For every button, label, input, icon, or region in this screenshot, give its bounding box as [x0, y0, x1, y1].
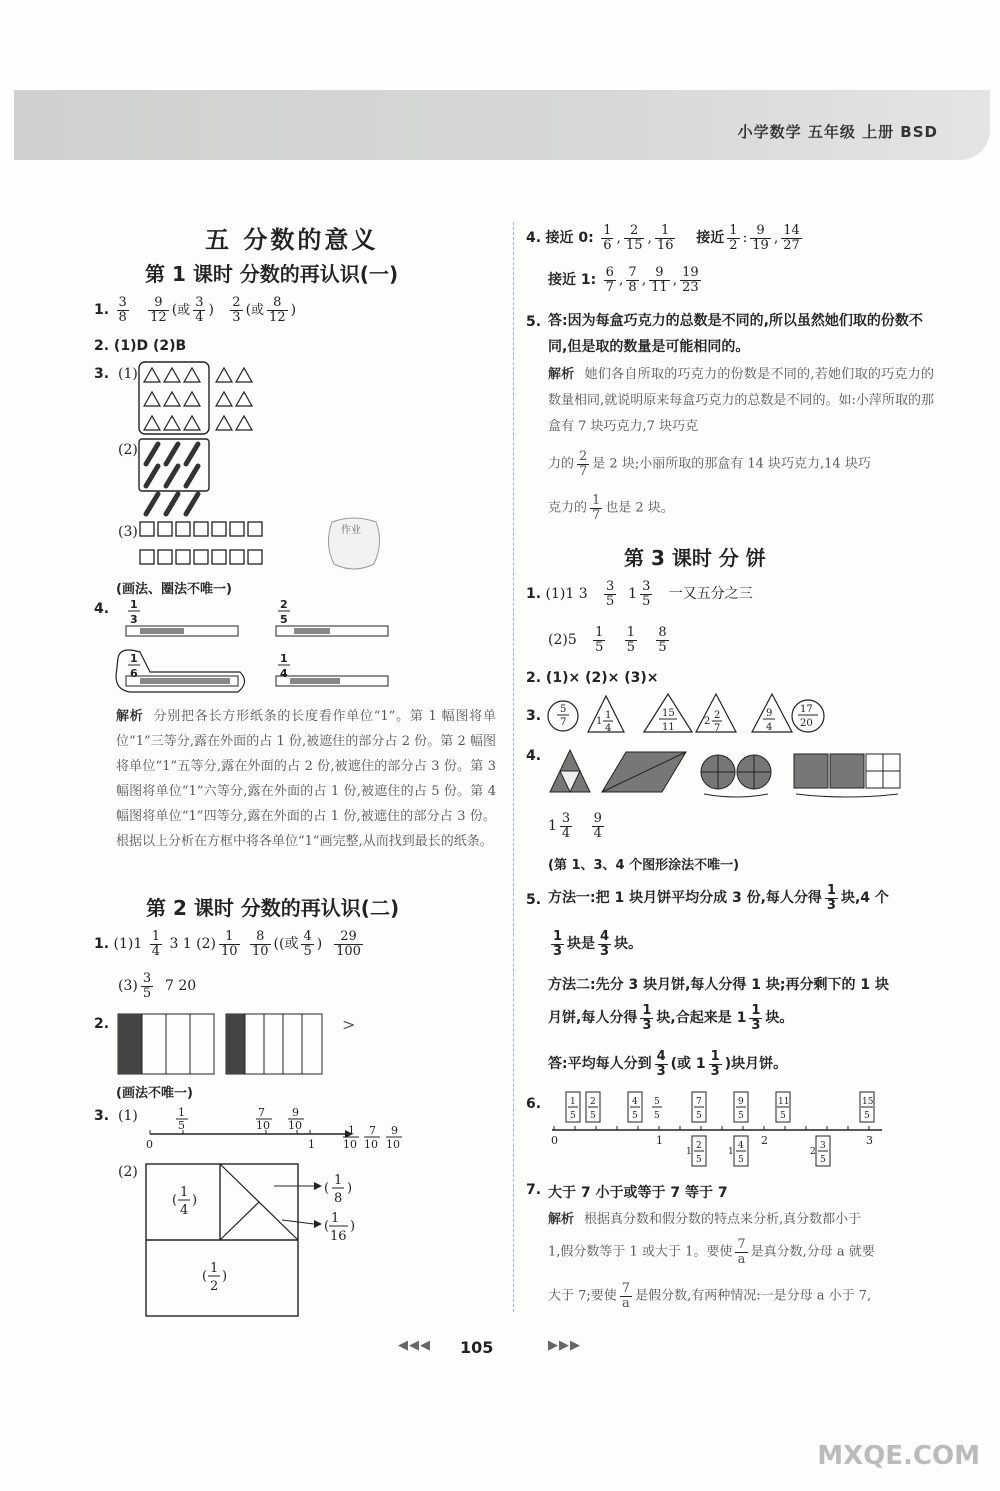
svg-text:1: 1	[331, 1211, 340, 1226]
svg-text:5: 5	[780, 1111, 786, 1121]
svg-text:1: 1	[728, 1147, 734, 1157]
svg-text:4: 4	[605, 723, 612, 734]
r-q5-analysis-3: 克力的 $\frac{1}{7}$ 也是 2 块。	[548, 493, 674, 523]
svg-text:2: 2	[696, 1141, 702, 1151]
svg-text:5: 5	[864, 1111, 870, 1121]
svg-text:5: 5	[654, 1097, 660, 1107]
svg-text:1: 1	[130, 652, 138, 665]
r-q4-line2: 接近 1: $\frac{6}{7}$ , $\frac{7}{8}$ , $\frac{9}{11}$ , $\frac{19}{23}$	[548, 265, 699, 295]
svg-text:): )	[347, 1181, 353, 1196]
l2-q3-num: 3.	[94, 1108, 110, 1124]
squares-figure	[138, 518, 268, 570]
svg-text:2: 2	[714, 710, 721, 721]
number-line-1	[140, 1104, 410, 1154]
svg-text:5: 5	[820, 1155, 826, 1165]
l3-q5-answer: 答:平均每人分到 $\frac{4}{3}$ (或 1 $\frac{1}{3}$ )块月饼。	[548, 1049, 788, 1079]
unit-title: 五 分数的意义	[205, 226, 379, 254]
svg-text:15: 15	[662, 708, 675, 719]
svg-text:6: 6	[130, 667, 138, 680]
svg-text:4: 4	[632, 1097, 638, 1107]
number-line-2	[544, 1088, 890, 1172]
l2-q3-p2: (2)	[118, 1164, 138, 1180]
shaded-shapes-figure	[546, 744, 916, 804]
svg-text:5: 5	[570, 1111, 576, 1121]
l2-q2-num: 2.	[94, 1016, 110, 1032]
svg-text:1: 1	[178, 1106, 185, 1119]
column-divider	[513, 222, 514, 1312]
header-text: 小学数学 五年级 上册 BSD	[737, 123, 938, 141]
lesson-2-title: 第 2 课时 分数的再认识(二)	[146, 896, 400, 920]
svg-text:11: 11	[662, 722, 675, 733]
l2-q3-p1: (1)	[118, 1108, 138, 1124]
svg-text:(: (	[172, 1193, 178, 1208]
svg-text:10: 10	[288, 1119, 302, 1132]
r-q4-line1: 4. 接近 0: $\frac{1}{6}$ , $\frac{2}{15}$ , $\frac{1}{16}$ 接近 $\frac{1}{2}$ : $\frac{9}{19}$ , $\frac{14}{27}$	[526, 223, 800, 253]
svg-text:1: 1	[596, 716, 603, 727]
svg-text:1: 1	[605, 710, 612, 721]
svg-text:5: 5	[738, 1111, 744, 1121]
svg-text:17: 17	[800, 704, 813, 715]
l3-q5-m1: 方法一:把 1 块月饼平均分成 3 份,每人分得 $\frac{1}{3}$ 块,4 个	[548, 883, 889, 913]
shapes-fractions-figure	[546, 692, 836, 736]
svg-text:20: 20	[800, 718, 813, 729]
svg-text:5: 5	[696, 1111, 702, 1121]
lesson-1-title: 第 1 课时 分数的再认识(一)	[145, 262, 399, 286]
l2-q1-p3: (3) $\frac{3}{5}$ 7 20	[118, 971, 197, 1001]
svg-text:3: 3	[866, 1134, 873, 1147]
l1-q3-p3: (3)	[118, 524, 138, 540]
svg-text:0: 0	[551, 1134, 558, 1147]
l3-q7-answer: 大于 7 小于或等于 7 等于 7	[548, 1185, 728, 1201]
l3-q2: 2. (1)× (2)× (3)×	[526, 670, 659, 686]
svg-text:7: 7	[258, 1106, 265, 1119]
l3-q5-m2-cont: 月饼,每人分得 $\frac{1}{3}$ 块,合起来是 1 $\frac{1}{3}$ 块。	[548, 1003, 794, 1033]
svg-text:5: 5	[654, 1111, 660, 1121]
svg-text:5: 5	[560, 704, 567, 715]
l3-q7-num: 7.	[526, 1182, 542, 1198]
l1-q2: 2. (1)D (2)B	[94, 338, 187, 354]
l3-q4-values: 1 $\frac{3}{4}$ $\frac{9}{4}$	[548, 811, 602, 841]
svg-text:16: 16	[330, 1229, 347, 1244]
svg-text:4: 4	[280, 667, 288, 680]
svg-text:7: 7	[714, 723, 721, 734]
page-number: 105	[460, 1338, 494, 1357]
square-division-figure	[142, 1162, 372, 1322]
svg-text:3: 3	[130, 613, 138, 626]
svg-text:(: (	[324, 1219, 330, 1234]
svg-text:4: 4	[180, 1203, 189, 1218]
triangles-figure	[136, 360, 261, 436]
svg-text:9: 9	[292, 1106, 299, 1119]
svg-text:2: 2	[590, 1097, 596, 1107]
l3-q5-m2: 方法二:先分 3 块月饼,每人分得 1 块;再分剩下的 1 块	[548, 977, 889, 993]
svg-text:1: 1	[656, 1134, 663, 1147]
svg-text:11: 11	[778, 1097, 790, 1107]
l3-q5-num: 5.	[526, 892, 542, 908]
r-q5-analysis: 解析 她们各自所取的巧克力的份数是不同的,若她们取的巧克力的数量相同,就说明原来每盒巧克力的总数是不同的。如:小萍所取的那盒有 7 块巧克力,7 块巧克	[548, 367, 934, 434]
svg-text:10: 10	[256, 1119, 270, 1132]
svg-text:1: 1	[180, 1185, 189, 1200]
svg-text:5: 5	[696, 1155, 702, 1165]
r-q5-analysis-2: 力的 $\frac{2}{7}$ 是 2 块;小丽所取的那盒有 14 块巧克力,14 块巧	[548, 449, 871, 479]
svg-text:9: 9	[738, 1097, 744, 1107]
svg-text:5: 5	[590, 1111, 596, 1121]
l2-q1: 1. (1)1 $\frac{1}{4}$ 3 1 (2) $\frac{1}{10}$ $\frac{8}{10}$ ((或 $\frac{4}{5}$ ) $\frac{29}{100}$	[94, 929, 361, 959]
svg-text:4: 4	[738, 1141, 744, 1151]
prev-arrows-icon: ◀◀◀	[398, 1338, 431, 1353]
l3-q7-analysis-1: 解析 根据真分数和假分数的特点来分析,真分数都小于	[548, 1212, 862, 1227]
l3-q1-2: (2)5 $\frac{1}{5}$ $\frac{1}{5}$ $\frac{8}{5}$	[548, 625, 667, 655]
next-arrows-icon: ▶▶▶	[548, 1338, 581, 1353]
svg-text:3: 3	[820, 1141, 826, 1151]
svg-text:4: 4	[766, 722, 773, 733]
sticks-figure	[136, 436, 216, 518]
svg-text:1: 1	[686, 1147, 692, 1157]
svg-text:10: 10	[386, 1138, 400, 1151]
r-q5-answer: 答:因为每盒巧克力的总数是不同的,所以虽然她们取的份数不同,但是取的数量是可能相同的。	[548, 313, 923, 355]
svg-text:): )	[222, 1269, 228, 1284]
l1-q1: 1. $\frac{3}{8}$ $\frac{9}{12}$ (或 $\frac{3}{4}$ ) $\frac{2}{3}$ (或 $\frac{8}{12}$ )	[94, 295, 297, 325]
l1-q3-p1: (1)	[118, 366, 138, 382]
stamp-text: 作业	[341, 525, 361, 536]
bar-shading-figure	[116, 1012, 366, 1078]
svg-text:(: (	[202, 1269, 208, 1284]
l1-q3-p2: (2)	[118, 442, 138, 458]
l3-q7-analysis-2: 1,假分数等于 1 或大于 1。要使 $\frac{7}{a}$ 是真分数,分母 a 就要	[548, 1237, 875, 1267]
lesson-3-title: 第 3 课时 分 饼	[624, 546, 766, 570]
strips-figure	[110, 596, 400, 700]
svg-text:2: 2	[280, 598, 288, 611]
svg-text:10: 10	[343, 1138, 357, 1151]
l1-q3-note: (画法、圈法不唯一)	[116, 582, 232, 597]
svg-text:5: 5	[738, 1155, 744, 1165]
l3-q4-note: (第 1、3、4 个图形涂法不唯一)	[548, 858, 740, 873]
svg-text:(: (	[324, 1181, 330, 1196]
svg-text:): )	[350, 1219, 356, 1234]
svg-text:5: 5	[632, 1111, 638, 1121]
svg-text:1: 1	[308, 1138, 315, 1151]
l1-q4-analysis: 解析 分别把各长方形纸条的长度看作单位“1”。第 1 幅图将单位“1”三等分,露在外面的占 1 份,被遮住的部分占 2 份。第 2 幅图将单位“1”五等分,露在外面的占 2 份,被遮住的部分占 3 份。第 3 幅图将单位“1”六等分,露在外面的占 1 份,被遮住的占 5 份。第 4 幅图将单位“1”四等分,露在外面的占 1 份,被遮住的部分占 3 份。根据以上分析在方框中将各单位“1”画完整,从而找到最长的纸条。	[116, 709, 496, 849]
l3-q7-analysis-3: 大于 7;要使 $\frac{7}{a}$ 是假分数,有两种情况:一是分母 a 小于 7,	[548, 1281, 872, 1311]
svg-text:5: 5	[280, 613, 288, 626]
l1-q4-num: 4.	[94, 601, 110, 617]
svg-text:2: 2	[210, 1279, 219, 1294]
svg-text:2: 2	[704, 716, 711, 727]
svg-text:9: 9	[391, 1124, 398, 1137]
svg-text:7: 7	[560, 717, 567, 728]
svg-text:1: 1	[210, 1261, 219, 1276]
svg-text:0: 0	[146, 1138, 153, 1151]
l3-q3-num: 3.	[526, 708, 542, 724]
r-q5-num: 5.	[526, 314, 542, 330]
svg-text:10: 10	[364, 1138, 378, 1151]
svg-text:1: 1	[334, 1173, 343, 1188]
svg-text:7: 7	[369, 1124, 376, 1137]
svg-text:): )	[192, 1193, 198, 1208]
svg-text:9: 9	[766, 708, 773, 719]
svg-text:8: 8	[334, 1191, 343, 1206]
l3-q4-num: 4.	[526, 748, 542, 764]
svg-text:2: 2	[810, 1147, 816, 1157]
svg-text:15: 15	[862, 1097, 874, 1107]
l3-q6-num: 6.	[526, 1096, 542, 1112]
l3-q1-1: 1. (1)1 3 $\frac{3}{5}$ 1 $\frac{3}{5}$ 一又五分之三	[526, 579, 753, 609]
svg-text:2: 2	[761, 1134, 768, 1147]
l2-q2-note: (画法不唯一)	[116, 1086, 193, 1101]
svg-text:>: >	[342, 1015, 356, 1034]
svg-text:5: 5	[178, 1119, 185, 1132]
l3-q5-m1-cont: $\frac{1}{3}$ 块是 $\frac{4}{3}$ 块。	[553, 929, 643, 959]
svg-text:7: 7	[696, 1097, 702, 1107]
svg-text:1: 1	[348, 1124, 355, 1137]
l1-q3-num: 3.	[94, 366, 110, 382]
svg-text:1: 1	[130, 598, 138, 611]
svg-text:1: 1	[280, 652, 288, 665]
watermark: MXQE.COM	[817, 1441, 980, 1471]
svg-text:1: 1	[570, 1097, 576, 1107]
